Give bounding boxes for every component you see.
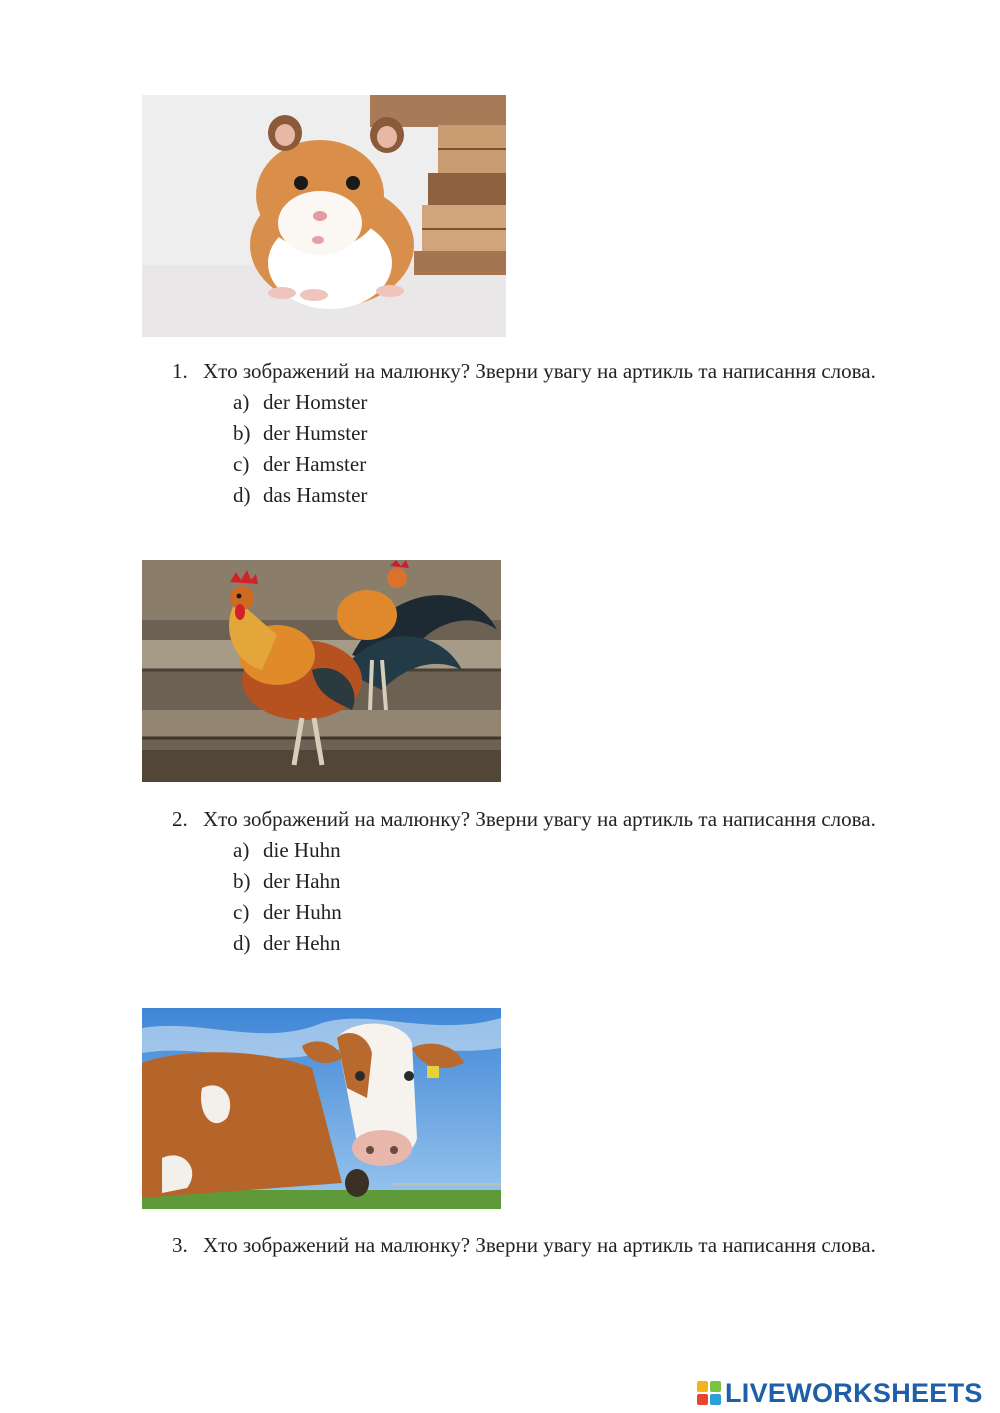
rooster-photo: [142, 560, 501, 782]
answer-option-d[interactable]: [233, 928, 912, 959]
question-text: Хто зображений на малюнку? Зверни увагу на артикль та написання слова.: [203, 1233, 876, 1257]
question-2: [172, 804, 912, 959]
answer-option-b[interactable]: [233, 866, 912, 897]
option-text: das Hamster: [263, 483, 368, 507]
answer-option-c[interactable]: [233, 449, 912, 480]
answer-option-d[interactable]: [233, 480, 912, 511]
hamster-photo: [142, 95, 506, 337]
answer-option-b[interactable]: [233, 418, 912, 449]
question-number: 2.: [172, 807, 188, 831]
cow-photo: [142, 1008, 501, 1209]
question-1: [172, 356, 912, 511]
option-letter: c): [233, 900, 250, 924]
question-number: 1.: [172, 359, 188, 383]
option-letter: d): [233, 931, 251, 955]
option-text: der Humster: [263, 421, 368, 445]
option-text: der Hamster: [263, 452, 367, 476]
logo-text: LIVEWORKSHEETS: [725, 1377, 983, 1408]
option-letter: c): [233, 452, 250, 476]
liveworksheets-logo-icon: [697, 1381, 721, 1405]
question-3: [172, 1230, 912, 1261]
option-text: der Hehn: [263, 931, 341, 955]
option-letter: d): [233, 483, 251, 507]
option-text: der Huhn: [263, 900, 342, 924]
answer-option-c[interactable]: [233, 897, 912, 928]
option-text: der Hahn: [263, 869, 341, 893]
question-number: 3.: [172, 1233, 188, 1257]
question-text: Хто зображений на малюнку? Зверни увагу на артикль та написання слова.: [203, 359, 876, 383]
option-letter: a): [233, 838, 250, 862]
answer-option-a[interactable]: [233, 387, 912, 418]
option-letter: a): [233, 390, 250, 414]
option-text: der Homster: [263, 390, 368, 414]
option-letter: b): [233, 869, 251, 893]
question-text: Хто зображений на малюнку? Зверни увагу на артикль та написання слова.: [203, 807, 876, 831]
answer-options: [172, 387, 912, 511]
option-letter: b): [233, 421, 251, 445]
answer-option-a[interactable]: [233, 835, 912, 866]
liveworksheets-logo[interactable]: [697, 1378, 983, 1408]
answer-options: [172, 835, 912, 959]
option-text: die Huhn: [263, 838, 341, 862]
